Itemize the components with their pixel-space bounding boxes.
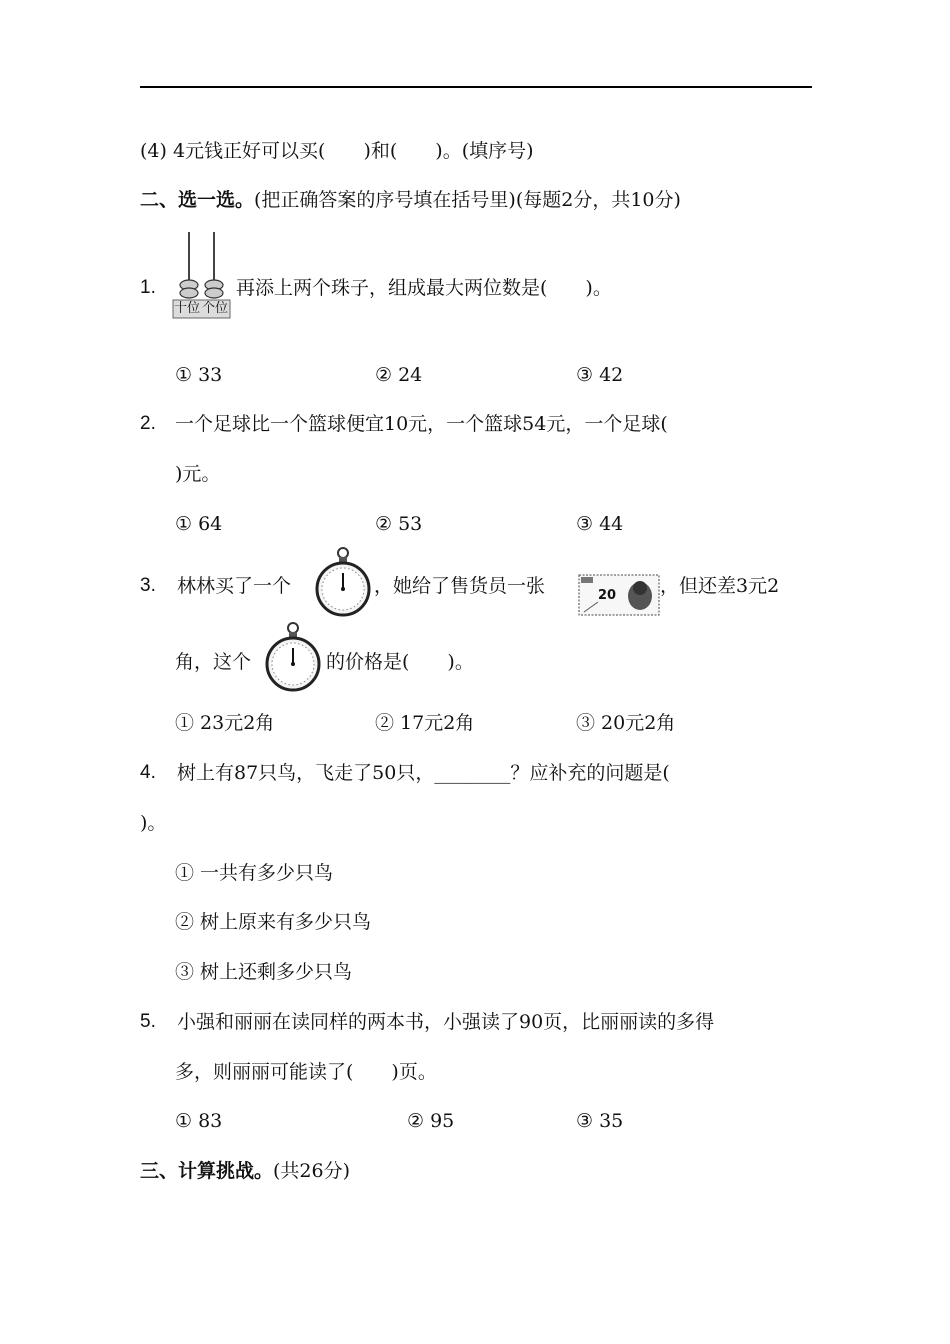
section-3-title: 三、计算挑战。	[140, 1160, 274, 1182]
top-rule	[140, 86, 812, 88]
q2-text-line1: 一个足球比一个篮球便宜10元，一个篮球54元，一个足球(	[175, 413, 668, 435]
q1-option-2[interactable]: ② 24	[375, 364, 423, 386]
q3-text-part2: ，她给了售货员一张	[374, 575, 546, 597]
section-2-heading	[140, 186, 681, 214]
section-3-heading	[140, 1157, 350, 1185]
abacus-image	[172, 230, 232, 324]
section-2-note: (把正确答案的序号填在括号里)(每题2分，共10分)	[254, 189, 681, 211]
q3-option-1[interactable]: ① 23元2角	[175, 712, 275, 734]
q5-text-line1: 小强和丽丽在读同样的两本书，小强读了90页，比丽丽读的多得	[177, 1011, 715, 1033]
q2-option-3[interactable]: ③ 44	[576, 513, 624, 535]
q2-option-1[interactable]: ① 64	[175, 513, 223, 535]
stopwatch-image-1	[312, 545, 374, 621]
q3-text-line2a: 角，这个	[175, 651, 252, 673]
q4-text-line1: 树上有87只鸟，飞走了50只，________？应补充的问题是(	[177, 762, 670, 784]
q2-option-2[interactable]: ② 53	[375, 513, 423, 535]
q3-option-2[interactable]: ② 17元2角	[375, 712, 475, 734]
section-3-note: (共26分)	[273, 1160, 351, 1182]
section-2-title: 二、选一选。	[140, 189, 255, 211]
q5-number: 5.	[140, 1011, 156, 1032]
prev-item-4: (4) 4元钱正好可以买( )和( )。(填序号)	[140, 140, 534, 162]
q5-option-3[interactable]: ③ 35	[576, 1110, 624, 1132]
q2-number: 2.	[140, 413, 156, 434]
q1-text: 再添上两个珠子，组成最大两位数是( )。	[236, 277, 612, 299]
q3-text-part3: ，但还差3元2	[660, 575, 780, 597]
q1-number: 1.	[140, 277, 156, 298]
banknote-image	[578, 574, 660, 620]
q1-option-3[interactable]: ③ 42	[576, 364, 624, 386]
q5-text-line2: 多，则丽丽可能读了( )页。	[175, 1061, 437, 1083]
q3-text-part1: 林林买了一个	[177, 575, 292, 597]
q5-option-2[interactable]: ② 95	[407, 1110, 455, 1132]
stopwatch-icon	[262, 620, 324, 692]
q4-option-3[interactable]: ③ 树上还剩多少只鸟	[175, 961, 353, 983]
abacus-label-tens: 十位	[174, 301, 201, 316]
q4-option-2[interactable]: ② 树上原来有多少只鸟	[175, 911, 372, 933]
stopwatch-image-2	[262, 620, 324, 696]
q4-text-line2: )。	[140, 812, 167, 834]
stopwatch-icon	[312, 545, 374, 617]
q4-number: 4.	[140, 762, 156, 783]
abacus-label-ones: 个位	[202, 301, 229, 316]
q4-option-1[interactable]: ① 一共有多少只鸟	[175, 862, 334, 884]
q1-option-1[interactable]: ① 33	[175, 364, 223, 386]
q3-text-line2b: 的价格是( )。	[326, 651, 474, 673]
banknote-value: 20	[598, 588, 617, 603]
banknote-icon	[578, 574, 660, 616]
q5-option-1[interactable]: ① 83	[175, 1110, 223, 1132]
q3-option-3[interactable]: ③ 20元2角	[576, 712, 676, 734]
q3-number: 3.	[140, 575, 156, 596]
q2-text-line2: )元。	[175, 463, 221, 485]
